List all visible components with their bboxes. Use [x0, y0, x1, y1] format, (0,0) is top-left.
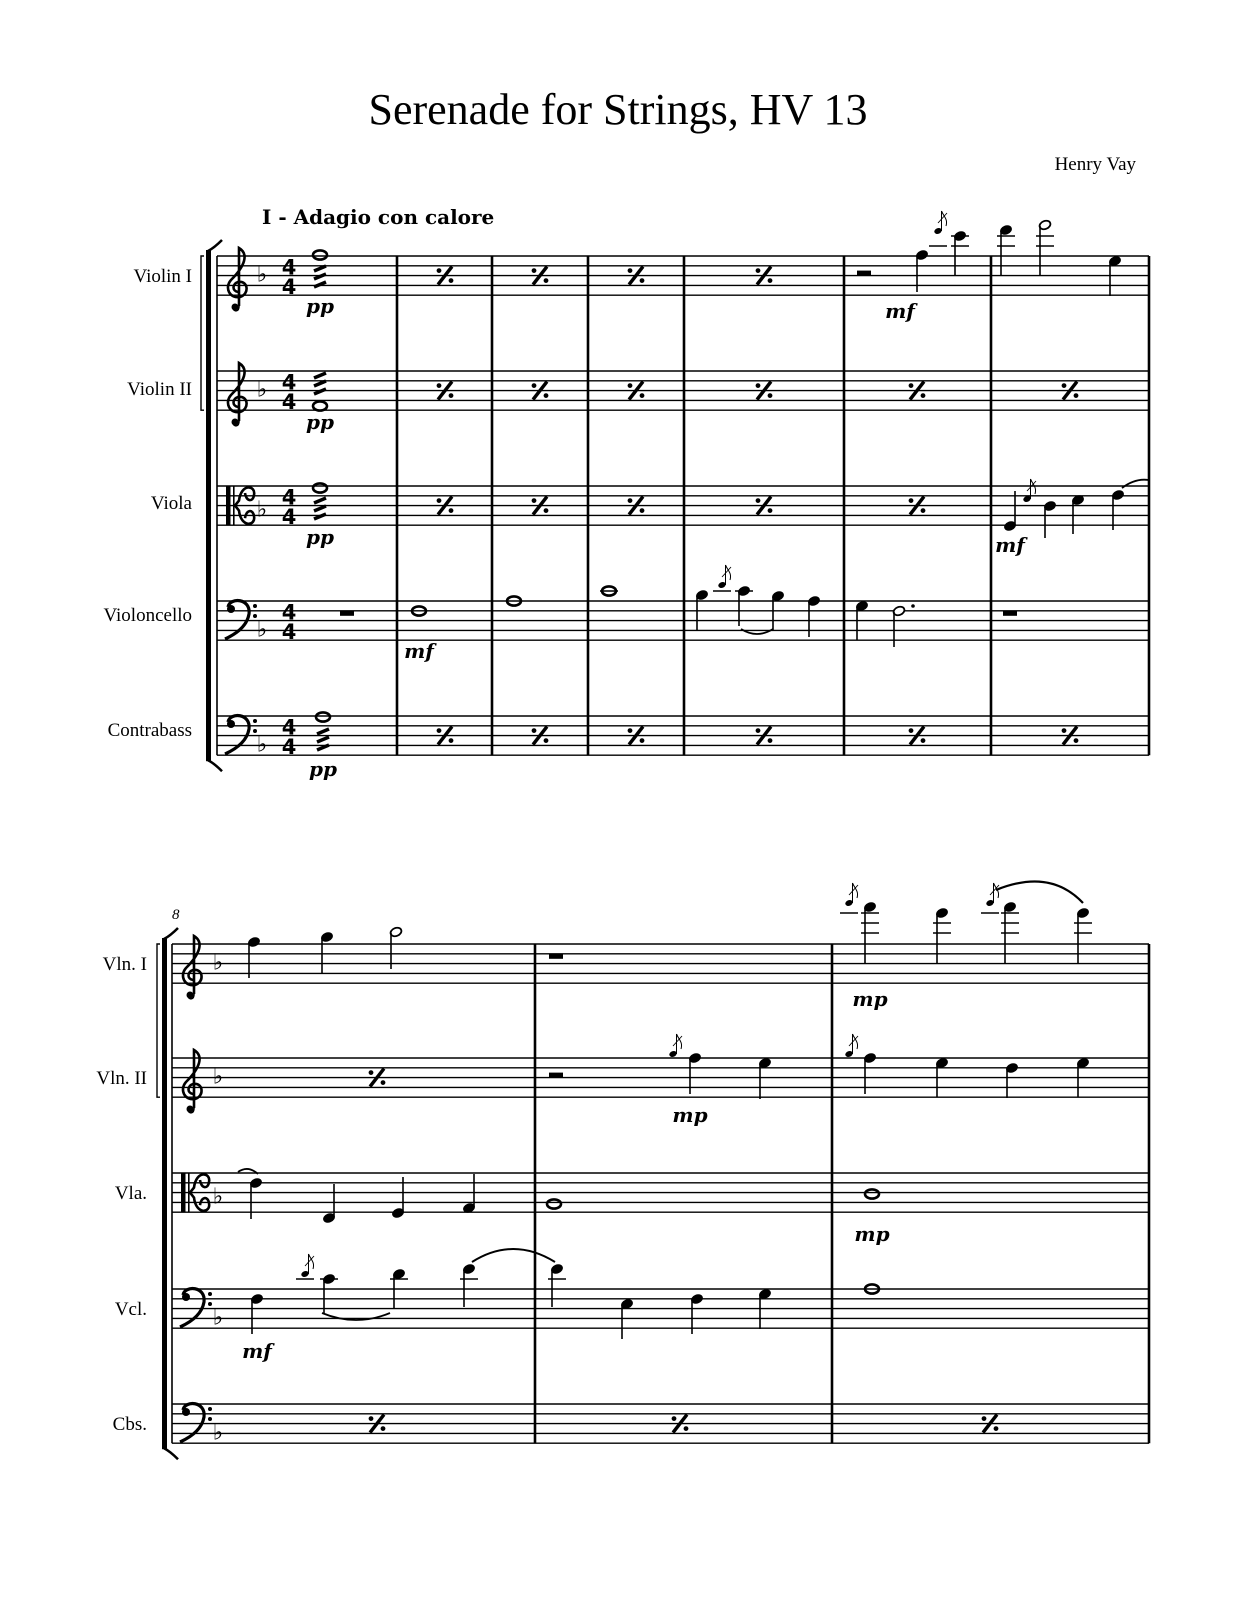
repeat-dot: [437, 383, 442, 388]
time-signature-denominator: 4: [281, 390, 297, 415]
repeat-dot: [756, 498, 761, 503]
slur: [996, 882, 1083, 903]
tremolo-beam: [314, 266, 326, 271]
whole-rest: [549, 954, 563, 959]
whole-note: [865, 1189, 879, 1198]
repeat-dot: [449, 393, 454, 398]
grace-note: [933, 211, 947, 235]
repeat-dot: [628, 498, 633, 503]
tremolo-beam: [314, 389, 326, 394]
repeat-dot: [994, 1426, 999, 1431]
treble-clef-icon: [183, 936, 202, 999]
grace-note: [668, 1034, 682, 1058]
clef-path: [225, 601, 249, 639]
clef-bar: [233, 486, 235, 525]
repeat-dot: [381, 1080, 386, 1085]
instrument-label: Viola: [150, 493, 192, 514]
clef-dot: [208, 1417, 212, 1421]
repeat-dot: [449, 738, 454, 743]
staff: [172, 1058, 1149, 1097]
treble-clef-icon: [228, 248, 247, 311]
treble-clef-icon: [183, 1050, 202, 1113]
repeat-dot: [449, 508, 454, 513]
repeat-dot: [628, 383, 633, 388]
system-brace: [208, 760, 222, 771]
dynamic-marking: mp: [852, 987, 888, 1011]
time-signature-numerator: 4: [281, 485, 297, 510]
repeat-dot: [982, 1416, 987, 1421]
tremolo-beam: [314, 282, 326, 287]
system-brace: [164, 928, 178, 939]
key-signature-flat: ♭: [212, 1064, 224, 1090]
repeat-dot: [921, 738, 926, 743]
repeat-dot: [1062, 383, 1067, 388]
repeat-dot: [544, 508, 549, 513]
instrument-label: Violin I: [133, 266, 192, 287]
dynamic-marking: pp: [309, 757, 337, 781]
tremolo-beam: [314, 381, 326, 386]
repeat-dot: [768, 738, 773, 743]
repeat-dot: [437, 728, 442, 733]
repeat-dot: [640, 278, 645, 283]
clef-dot: [208, 1292, 212, 1296]
key-signature-flat: ♭: [212, 1184, 224, 1210]
staff: [172, 1289, 1149, 1331]
grace-note: [300, 1254, 314, 1278]
grace-note: [844, 1034, 858, 1058]
system-brace: [162, 938, 167, 1449]
clef-path: [235, 487, 254, 505]
repeat-dot: [532, 728, 537, 733]
treble-clef-icon: [228, 363, 247, 426]
repeat-dot: [640, 738, 645, 743]
repeat-dot: [684, 1426, 689, 1431]
repeat-dot: [909, 728, 914, 733]
dynamic-marking: mf: [404, 639, 434, 663]
composer-name: Henry Vay: [1054, 154, 1136, 175]
whole-rest: [1003, 611, 1017, 616]
grace-note: [844, 883, 858, 907]
repeat-dot: [544, 393, 549, 398]
tremolo-beam: [314, 274, 326, 279]
repeat-dot: [640, 393, 645, 398]
instrument-label: Vcl.: [114, 1299, 147, 1320]
whole-note: [313, 483, 327, 492]
time-signature-numerator: 4: [281, 370, 297, 395]
repeat-dot: [544, 738, 549, 743]
instrument-label: Violoncello: [103, 605, 192, 626]
clef-path: [225, 716, 249, 754]
repeat-dot: [909, 383, 914, 388]
repeat-dot: [1062, 728, 1067, 733]
clef-dot: [208, 1407, 212, 1411]
repeat-dot: [532, 498, 537, 503]
time-signature-numerator: 4: [281, 600, 297, 625]
clef-path: [180, 1404, 204, 1442]
repeat-dot: [369, 1416, 374, 1421]
measure-number: 8: [172, 907, 180, 923]
instrument-label: Vln. II: [96, 1068, 147, 1089]
tremolo-beam: [314, 498, 326, 503]
dynamic-marking: mf: [885, 299, 915, 323]
instrument-label: Cbs.: [112, 1414, 147, 1435]
clef-path: [180, 1289, 204, 1327]
time-signature-denominator: 4: [281, 275, 297, 300]
half-rest: [549, 1073, 563, 1078]
instrument-label: Contrabass: [107, 720, 192, 741]
tremolo-beam: [314, 506, 326, 511]
repeat-dot: [768, 508, 773, 513]
clef-path: [235, 506, 254, 524]
repeat-dot: [369, 1070, 374, 1075]
bass-clef-icon: [180, 1289, 212, 1327]
clef-path: [190, 1193, 209, 1211]
tremolo-beam: [317, 729, 329, 734]
clef-bar: [226, 486, 231, 525]
augmentation-dot: [911, 604, 915, 608]
time-signature-numerator: 4: [281, 255, 297, 280]
dynamic-marking: pp: [306, 294, 334, 318]
clef-bar: [181, 1173, 186, 1212]
grace-note: [985, 883, 999, 907]
music-notation: [96, 211, 1149, 1459]
whole-note: [547, 1199, 561, 1208]
repeat-dot: [544, 278, 549, 283]
repeat-dot: [756, 728, 761, 733]
clef-bar: [188, 1173, 190, 1212]
dynamic-marking: mp: [854, 1222, 890, 1246]
dynamic-marking: mp: [672, 1103, 708, 1127]
time-signature-denominator: 4: [281, 735, 297, 760]
key-signature-flat: ♭: [212, 1420, 224, 1446]
tremolo-beam: [317, 737, 329, 742]
repeat-dot: [437, 498, 442, 503]
whole-note: [313, 250, 327, 259]
instrument-label: Violin II: [127, 379, 192, 400]
bass-clef-icon: [225, 601, 257, 639]
dynamic-marking: mf: [995, 533, 1025, 557]
clef-dot: [253, 719, 257, 723]
repeat-dot: [449, 278, 454, 283]
score-title: Serenade for Strings, HV 13: [368, 85, 868, 134]
repeat-dot: [756, 268, 761, 273]
repeat-dot: [628, 268, 633, 273]
system-brace: [206, 250, 211, 761]
dynamic-marking: pp: [306, 525, 334, 549]
repeat-dot: [921, 508, 926, 513]
half-rest: [857, 271, 871, 276]
clef-dot: [253, 604, 257, 608]
repeat-dot: [437, 268, 442, 273]
instrument-label: Vln. I: [102, 954, 147, 975]
tie: [472, 1249, 555, 1262]
clef-dot: [208, 1302, 212, 1306]
tempo-marking: I - Adagio con calore: [262, 205, 495, 229]
key-signature-flat: ♭: [256, 377, 268, 403]
system-brace: [164, 1448, 178, 1459]
repeat-dot: [1074, 393, 1079, 398]
key-signature-flat: ♭: [256, 497, 268, 523]
grace-note: [1022, 479, 1036, 503]
tremolo-beam: [314, 373, 326, 378]
system-brace: [208, 240, 222, 251]
repeat-dot: [1074, 738, 1079, 743]
repeat-dot: [921, 393, 926, 398]
whole-note: [316, 712, 330, 721]
clef-path: [190, 1174, 209, 1192]
dynamic-marking: pp: [306, 410, 334, 434]
repeat-dot: [532, 383, 537, 388]
staff: [172, 944, 1149, 983]
whole-rest: [340, 611, 354, 616]
repeat-dot: [381, 1426, 386, 1431]
repeat-dot: [756, 383, 761, 388]
time-signature-denominator: 4: [281, 505, 297, 530]
dynamic-marking: mf: [242, 1339, 272, 1363]
staff: [172, 1404, 1149, 1446]
clef-path: [228, 363, 247, 421]
violin-bracket: [201, 256, 204, 410]
bass-clef-icon: [225, 716, 257, 754]
repeat-dot: [532, 268, 537, 273]
key-signature-flat: ♭: [212, 950, 224, 976]
instrument-label: Vla.: [114, 1183, 147, 1204]
repeat-dot: [672, 1416, 677, 1421]
key-signature-flat: ♭: [256, 617, 268, 643]
repeat-dot: [909, 498, 914, 503]
grace-note: [717, 565, 731, 589]
bass-clef-icon: [180, 1404, 212, 1442]
repeat-dot: [768, 278, 773, 283]
staff: [172, 1173, 1149, 1212]
violin-bracket: [157, 944, 160, 1097]
key-signature-flat: ♭: [256, 732, 268, 758]
key-signature-flat: ♭: [256, 262, 268, 288]
repeat-dot: [628, 728, 633, 733]
repeat-dot: [768, 393, 773, 398]
time-signature-denominator: 4: [281, 620, 297, 645]
repeat-dot: [640, 508, 645, 513]
tie: [1122, 480, 1149, 488]
time-signature-numerator: 4: [281, 715, 297, 740]
key-signature-flat: ♭: [212, 1305, 224, 1331]
